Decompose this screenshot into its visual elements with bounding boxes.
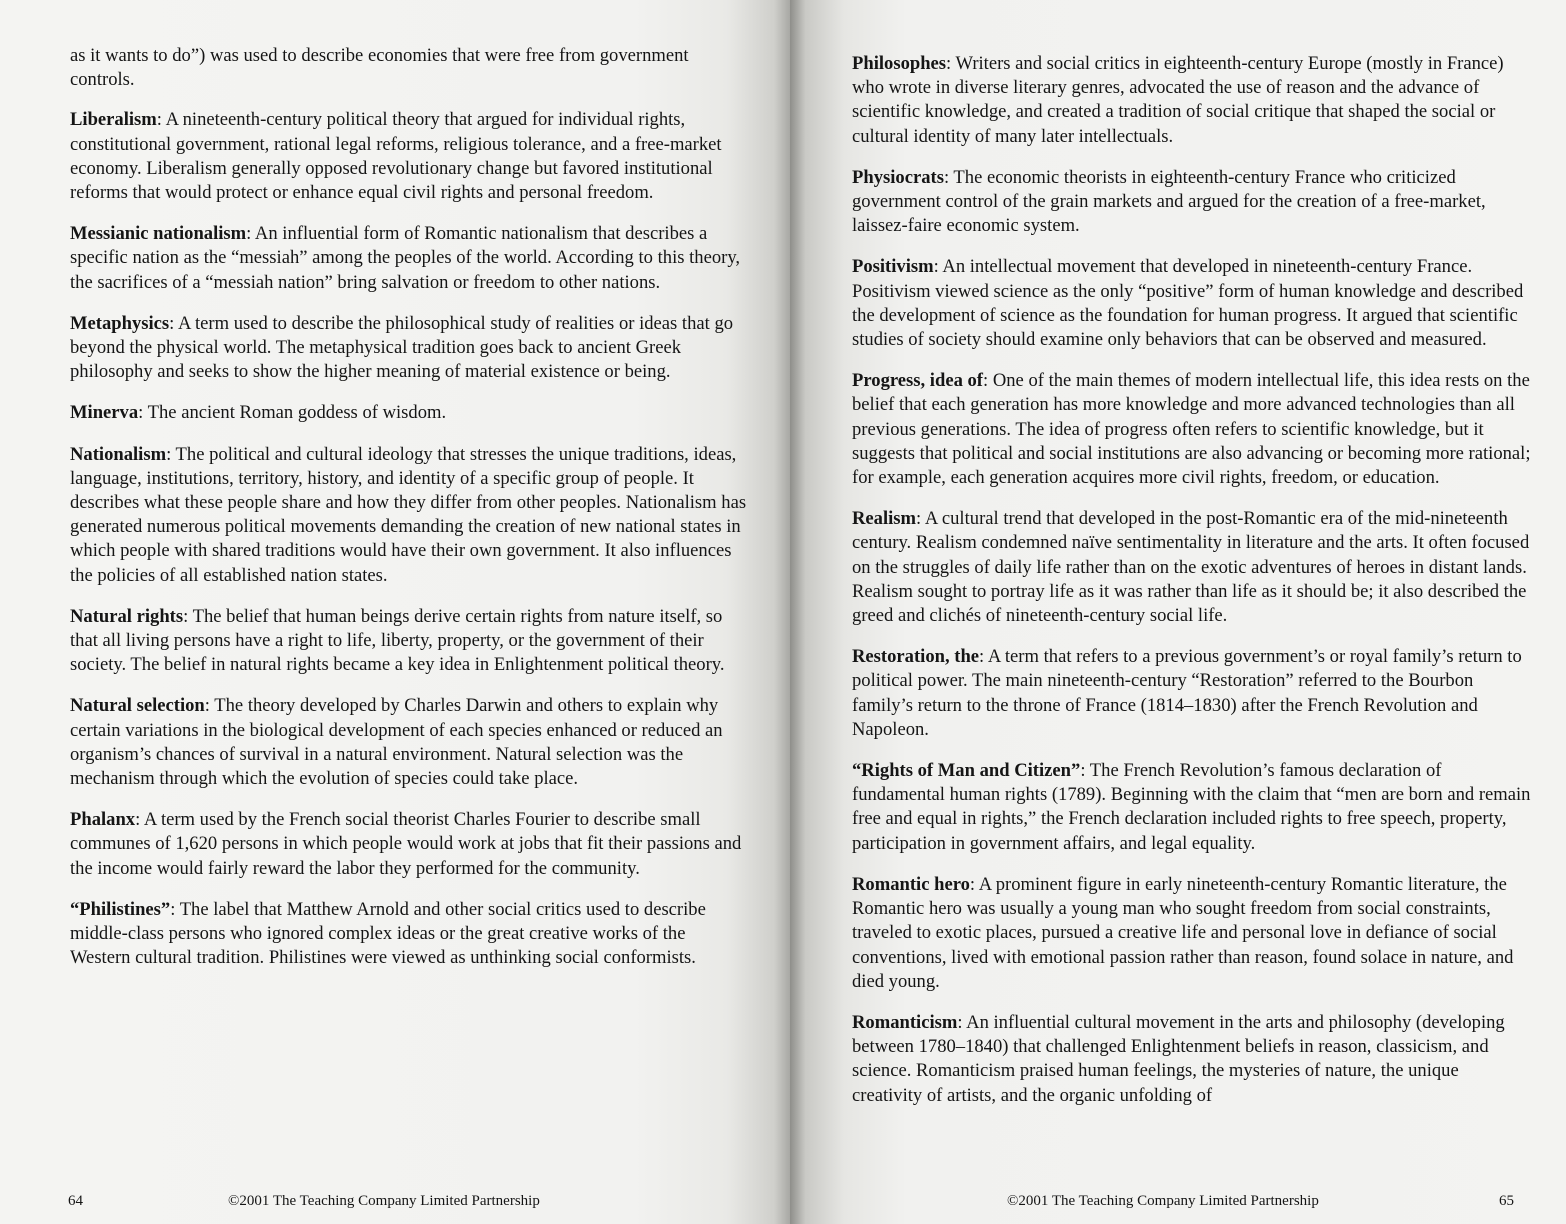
glossary-entry-natural-rights — [70, 605, 750, 678]
glossary-entry-romanticism — [852, 1011, 1532, 1108]
glossary-term: Philosophes — [852, 53, 947, 74]
glossary-definition: : The economic theorists in eighteenth-century France who criticized government control of the grain markets and argued for the creation of a free-market, laissez-faire economic system. — [852, 166, 1486, 237]
right-page-text — [852, 52, 1532, 1108]
glossary-term: Nationalism — [70, 443, 167, 465]
glossary-term: Messianic nationalism — [70, 223, 247, 245]
glossary-entry-metaphysics — [70, 312, 750, 385]
glossary-entry-realism — [852, 507, 1532, 628]
glossary-definition: : An intellectual movement that developed in nineteenth-century France. Positivism viewed science as the only “positive” form of human knowledge and described the development of science as the foundation for human progress. It argued that scientific studies of society should examine only behaviors that can be observed and measured. — [852, 256, 1524, 351]
glossary-definition: : A term used to describe the philosophical study of realities or ideas that go beyond the physical world. The metaphysical tradition goes back to ancient Greek philosophy and seeks to show the higher meaning of material existence or being. — [70, 312, 734, 383]
glossary-definition: : An influential cultural movement in the arts and philosophy (developing between 1780–1840) that challenged Enlightenment beliefs in reason, classicism, and science. Romanticism praised human feelings, the mysteries of nature, the unique creativity of artists, and the organic unfolding of — [852, 1011, 1505, 1106]
glossary-definition: : The political and cultural ideology that stresses the unique traditions, ideas, language, institutions, territory, history, and identity of a specific group of people. It describes what these people share and how they differ from other peoples. Nationalism has generated numerous political movements demanding the creation of new national states in which people with shared traditions would have their own government. It also influences the policies of all established nation states. — [70, 443, 747, 586]
glossary-entry-nationalism — [70, 443, 750, 588]
glossary-term: “Philistines” — [70, 898, 171, 920]
glossary-entry-positivism — [852, 255, 1532, 352]
glossary-entry-liberalism — [70, 108, 750, 205]
glossary-definition: : The belief that human beings derive certain rights from nature itself, so that all living persons have a right to life, liberty, property, or the government of their society. The belief in natural rights became a key idea in Enlightenment political theory. — [70, 605, 725, 676]
glossary-term: Realism — [852, 508, 917, 530]
page-number: 65 — [1499, 1193, 1514, 1209]
continuation-paragraph: as it wants to do”) was used to describe economies that were free from government controls. — [70, 45, 689, 91]
glossary-term: Positivism — [852, 256, 934, 278]
glossary-entry-philistines — [70, 898, 750, 971]
glossary-entry-phalanx — [70, 808, 750, 881]
glossary-term: Natural rights — [70, 605, 184, 627]
glossary-term: Progress, idea of — [852, 370, 984, 392]
glossary-entry-restoration — [852, 645, 1532, 742]
glossary-term: Restoration, the — [852, 646, 980, 668]
glossary-definition: : A term used by the French social theorist Charles Fourier to describe small communes of 1,620 persons in which people would work at jobs that fit their passions and the income would fairly reward the labor they performed for the community. — [70, 809, 742, 879]
copyright-footer: ©2001 The Teaching Company Limited Partnership — [1007, 1193, 1319, 1209]
glossary-entry-philosophes — [852, 52, 1532, 149]
glossary-term: Minerva — [70, 402, 139, 424]
glossary-entry-minerva — [70, 401, 750, 425]
glossary-definition: : A nineteenth-century political theory that argued for individual rights, constitutional government, rational legal reforms, religious tolerance, and a free-market economy. Liberalism generally opposed revolutionary change but favored institutional reforms that would protect or enhance equal civil rights and personal freedom. — [70, 109, 722, 204]
glossary-term: Romantic hero — [852, 873, 970, 895]
glossary-term: Natural selection — [70, 695, 205, 717]
glossary-term: Physiocrats — [852, 166, 944, 188]
right-page — [790, 0, 1566, 1224]
left-page-text — [70, 44, 750, 971]
page-number: 64 — [68, 1193, 83, 1209]
glossary-entry-progress — [852, 369, 1532, 490]
glossary-definition: : The label that Matthew Arnold and other social critics used to describe middle-class persons who ignored complex ideas or the great creative works of the Western cultural tradition. Philistines were viewed as unthinking social conformists. — [70, 898, 706, 969]
glossary-entry-rights-of-man — [852, 759, 1532, 856]
glossary-definition: : The French Revolution’s famous declaration of fundamental human rights (1789). Beginning with the claim that “men are born and remain free and equal in rights,” the French declaration included rights to free speech, property, participation in government affairs, and legal equality. — [852, 760, 1531, 854]
glossary-entry-physiocrats — [852, 166, 1532, 239]
glossary-definition: : A prominent figure in early nineteenth-century Romantic literature, the Romantic hero was usually a young man who sought freedom from social constraints, traveled to exotic places, pursued a creative life and personal love in defiance of social conventions, lived with emotional passion rather than reason, found solace in nature, and died young. — [852, 873, 1514, 992]
glossary-definition: : An influential form of Romantic nationalism that describes a specific nation as the “messiah” among the peoples of the world. According to this theory, the sacrifices of a “messiah nation” bring salvation or freedom to other nations. — [70, 223, 741, 293]
glossary-entry-messianic-nationalism — [70, 222, 750, 295]
glossary-definition: : One of the main themes of modern intellectual life, this idea rests on the belief that each generation has more knowledge and more advanced technologies than all previous generations. The idea of progress often refers to scientific knowledge, but it suggests that political and social institutions are also advancing or becoming more rational; for example, each generation acquires more civil rights, freedom, or education. — [852, 370, 1531, 489]
glossary-definition: : A cultural trend that developed in the post-Romantic era of the mid-nineteenth century. Realism condemned naïve sentimentality in literature and the arts. It often focused on the struggles of daily life rather than on the exotic adventures of heroes in distant lands. Realism sought to portray life as it was rather than life as it should be; it also described the greed and clichés of nineteenth-century social life. — [852, 508, 1530, 627]
glossary-term: Romanticism — [852, 1011, 958, 1033]
glossary-term: Liberalism — [70, 109, 157, 131]
glossary-definition: : Writers and social critics in eighteenth-century Europe (mostly in France) who wrote in diverse literary genres, advocated the use of reason and the advance of scientific knowledge, and created a tradition of social critique that shaped the social or cultural identity of many later intellectuals. — [852, 53, 1504, 147]
glossary-term: Metaphysics — [70, 312, 170, 334]
glossary-entry-romantic-hero — [852, 873, 1532, 994]
copyright-footer: ©2001 The Teaching Company Limited Partnership — [228, 1193, 540, 1209]
glossary-term: Phalanx — [70, 809, 136, 831]
glossary-definition: : The theory developed by Charles Darwin and others to explain why certain variations in the biological development of each species enhanced or reduced an organism’s chances of survival in a natural environment. Natural selection was the mechanism through which the evolution of species could take place. — [70, 695, 723, 790]
glossary-definition: : The ancient Roman goddess of wisdom. — [138, 402, 447, 424]
glossary-definition: : A term that refers to a previous government’s or royal family’s return to political power. The main nineteenth-century “Restoration” referred to the Bourbon family’s return to the throne of France (1814–1830) after the French Revolution and Napoleon. — [852, 646, 1522, 740]
glossary-entry-natural-selection — [70, 694, 750, 791]
glossary-term: “Rights of Man and Citizen” — [852, 760, 1081, 782]
